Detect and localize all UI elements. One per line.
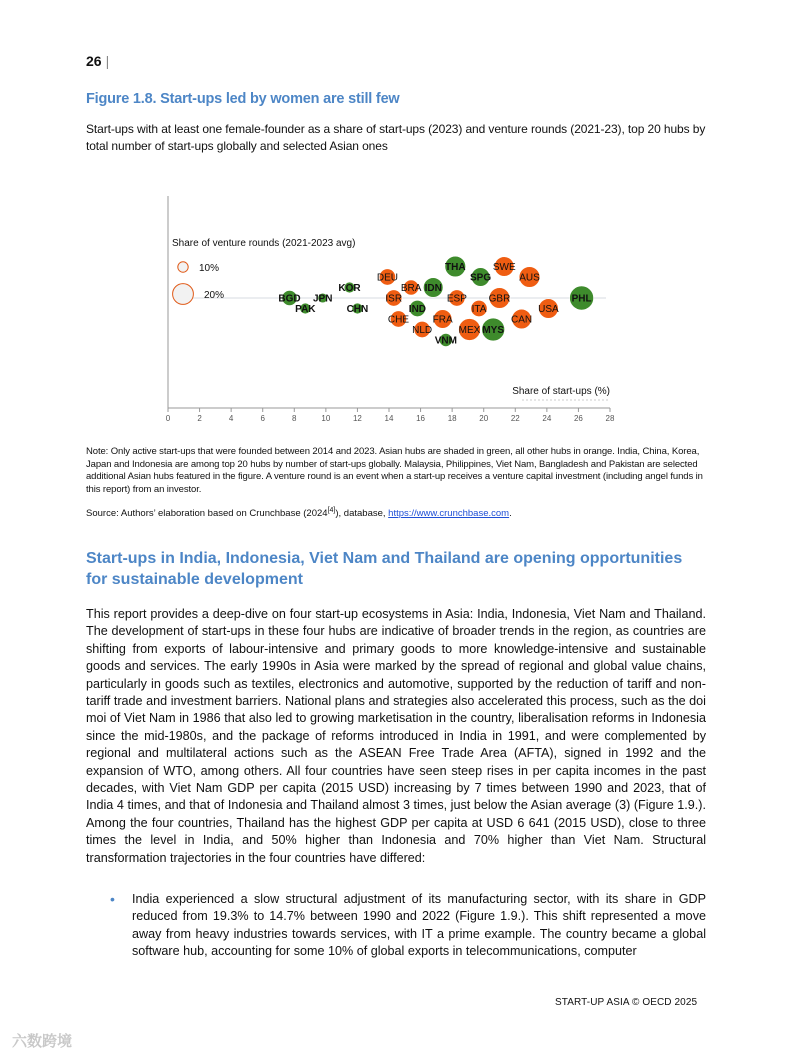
bubble-label: BRA: [400, 283, 422, 294]
bubble-fra: [433, 310, 453, 329]
body-paragraph: This report provides a deep-dive on four start-up ecosystems in Asia: India, Indonesia, Viet Nam and Thailand. The development of start-ups in these four hubs are indicative of broader trends in the region, as countries are shifting from exports of labour-intensive and primary goods to more knowledge-intensive and sustainable goods and services. The early 1990s in Asia were marked by the spread of regional and global value chains, particularly in goods such as textiles, electronics and automotive, supported by the reduction of tariff and non-tariff trade and investment barriers. National plans and strategies also accelerated this process, such as the doi moi of Viet Nam in 1986 that also led to growing marketisation in the country, liberalisation reforms in Indonesia since the mid-1980s, and the package of reforms introduced in India in 1991, and were complemented by regional and multilateral actions such as the ASEAN Free Trade Area (AFTA), signed in 1992 and the expansion of WTO, among others. All four countries have seen steep rises in per capita incomes in the past decades, with Viet Nam GDP per capita (2015 USD) increasing by 7 times between 1990 and 2023, that of India 4 times, and that of Indonesia and Thailand almost 3 times, just below the Asian average (3) (Figure 1.9.). Among the four countries, Thailand has the highest GDP per capita at USD 6 641 (2015 USD), close to three times the level in India, and 50% higher than Indonesia and 70% higher than Viet Nam. Structural transformation trajectories in the four countries have differed:: [86, 607, 706, 865]
x-tick-label: 24: [542, 414, 552, 423]
bubble-isr: [385, 290, 402, 307]
size-legend-label: 20%: [204, 290, 225, 301]
section-title: Start-ups in India, Indonesia, Viet Nam and Thailand are opening opportunities for sustainable development: [86, 550, 683, 588]
bubble-usa: [538, 299, 559, 319]
x-tick-label: 6: [260, 414, 265, 423]
bubble-ita: [471, 300, 488, 317]
bubble-spg: [470, 268, 491, 287]
bubble-ind: [409, 300, 426, 317]
bubble-chn: [347, 303, 369, 315]
x-axis-label: Share of start-ups (%): [512, 386, 610, 397]
bubble-label: ITA: [471, 304, 487, 315]
bubble-idn: [423, 278, 443, 298]
bubble-label: ISR: [385, 293, 403, 305]
bubble-che: [388, 311, 409, 328]
bubble-label: SWE: [492, 262, 516, 273]
bubble-label: ESP: [446, 293, 467, 305]
size-legend-circle: [178, 262, 188, 272]
x-tick-label: 16: [416, 414, 426, 423]
bubble-deu: [377, 269, 398, 286]
figure-source: Source: Authors’ elaboration based on Crunchbase (2024[4]), database, https://www.crunchbase.com.: [86, 507, 512, 520]
bubble-label: CHN: [346, 304, 369, 315]
page-footer: START-UP ASIA © OECD 2025: [555, 997, 698, 1008]
bubble-label: PAK: [295, 304, 316, 315]
x-tick-label: 12: [352, 414, 362, 423]
bubble-label: THA: [445, 262, 466, 273]
bubble-aus: [519, 267, 540, 288]
bubble-nld: [412, 321, 432, 338]
bubble-label: CAN: [511, 314, 533, 326]
bubble-label: GBR: [488, 293, 511, 305]
bubble-mex: [459, 319, 481, 341]
bubble-label: KOR: [338, 283, 361, 294]
bubble-label: IND: [408, 304, 427, 315]
x-tick-label: 8: [292, 414, 297, 423]
size-legend-circle: [173, 284, 194, 305]
bubble-label: MEX: [458, 325, 481, 336]
bullet-text: India experienced a slow structural adjustment of its manufacturing sector, with its share in GDP reduced from 19.3% to 14.7% between 1990 and 2022 (Figure 1.9.). This shift represented a move away from heavy industries towards services, with IT a prime example. The country became a global software hub, accounting for some 10% of global exports in telecommunications, computer: [132, 892, 706, 959]
x-tick-label: 2: [197, 414, 202, 423]
bubble-vnm: [435, 333, 457, 346]
bullet-icon: •: [110, 891, 115, 907]
x-tick-label: 26: [573, 414, 583, 423]
bubble-esp: [447, 290, 467, 307]
bubble-label: IDN: [424, 283, 442, 294]
x-tick-label: 14: [384, 414, 394, 423]
x-tick-label: 22: [510, 414, 520, 423]
chart-bubbles: [278, 256, 593, 347]
watermark: 六数跨境: [12, 1033, 73, 1050]
x-tick-label: 20: [479, 414, 489, 423]
bubble-label: NLD: [412, 325, 433, 336]
bubble-label: CHE: [387, 314, 410, 326]
bubble-kor: [338, 282, 361, 294]
bubble-label: DEU: [376, 272, 398, 284]
crunchbase-link[interactable]: https://www.crunchbase.com: [388, 508, 510, 520]
bubble-label: AUS: [519, 272, 540, 284]
x-tick-label: 28: [605, 414, 615, 423]
bubble-label: FRA: [432, 314, 453, 326]
bubble-bra: [401, 280, 422, 295]
bubble-swe: [493, 257, 516, 277]
bubble-label: PHL: [571, 293, 592, 305]
bubble-can: [511, 309, 532, 329]
size-legend-title: Share of venture rounds (2021-2023 avg): [172, 238, 356, 249]
bubble-jpn: [313, 293, 332, 304]
x-tick-label: 4: [228, 414, 234, 423]
figure-note: Note: Only active start-ups that were founded between 2014 and 2023. Asian hubs are shaded in green, all other hubs in orange. India, China, Korea, Japan and Indonesia are among top 20 hubs by number of start-ups globally. Malaysia, Philippines, Viet Nam, Bangladesh and Pakistan are selected additional Asian hubs featured in the figure. A venture round is an event when a start-up receives a venture capital investment (including angel funds in this report) from an investor.: [86, 446, 703, 495]
figure-subtitle: Start-ups with at least one female-founder as a share of start-ups (2023) and venture rounds (2021-23), top 20 hubs by total number of start-ups globally and selected Asian ones: [86, 122, 706, 153]
page-number: 26 |: [86, 53, 110, 69]
size-legend-label: 10%: [199, 263, 220, 274]
x-tick-label: 0: [165, 414, 171, 423]
bubble-label: MYS: [482, 325, 505, 336]
bubble-label: BGD: [278, 293, 301, 305]
bubble-label: VNM: [434, 335, 457, 347]
bubble-gbr: [489, 288, 511, 309]
bubble-tha: [445, 256, 466, 277]
bubble-mys: [482, 318, 505, 341]
bubble-pak: [295, 303, 316, 315]
bubble-label: USA: [538, 304, 559, 315]
x-tick-label: 10: [321, 414, 331, 423]
bubble-phl: [569, 286, 593, 310]
bubble-chart: [0, 0, 793, 440]
x-tick-label: 18: [447, 414, 457, 423]
figure-title: Figure 1.8. Start-ups led by women are still few: [86, 91, 400, 107]
bubble-label: JPN: [312, 293, 333, 305]
bubble-label: SPG: [469, 272, 492, 284]
